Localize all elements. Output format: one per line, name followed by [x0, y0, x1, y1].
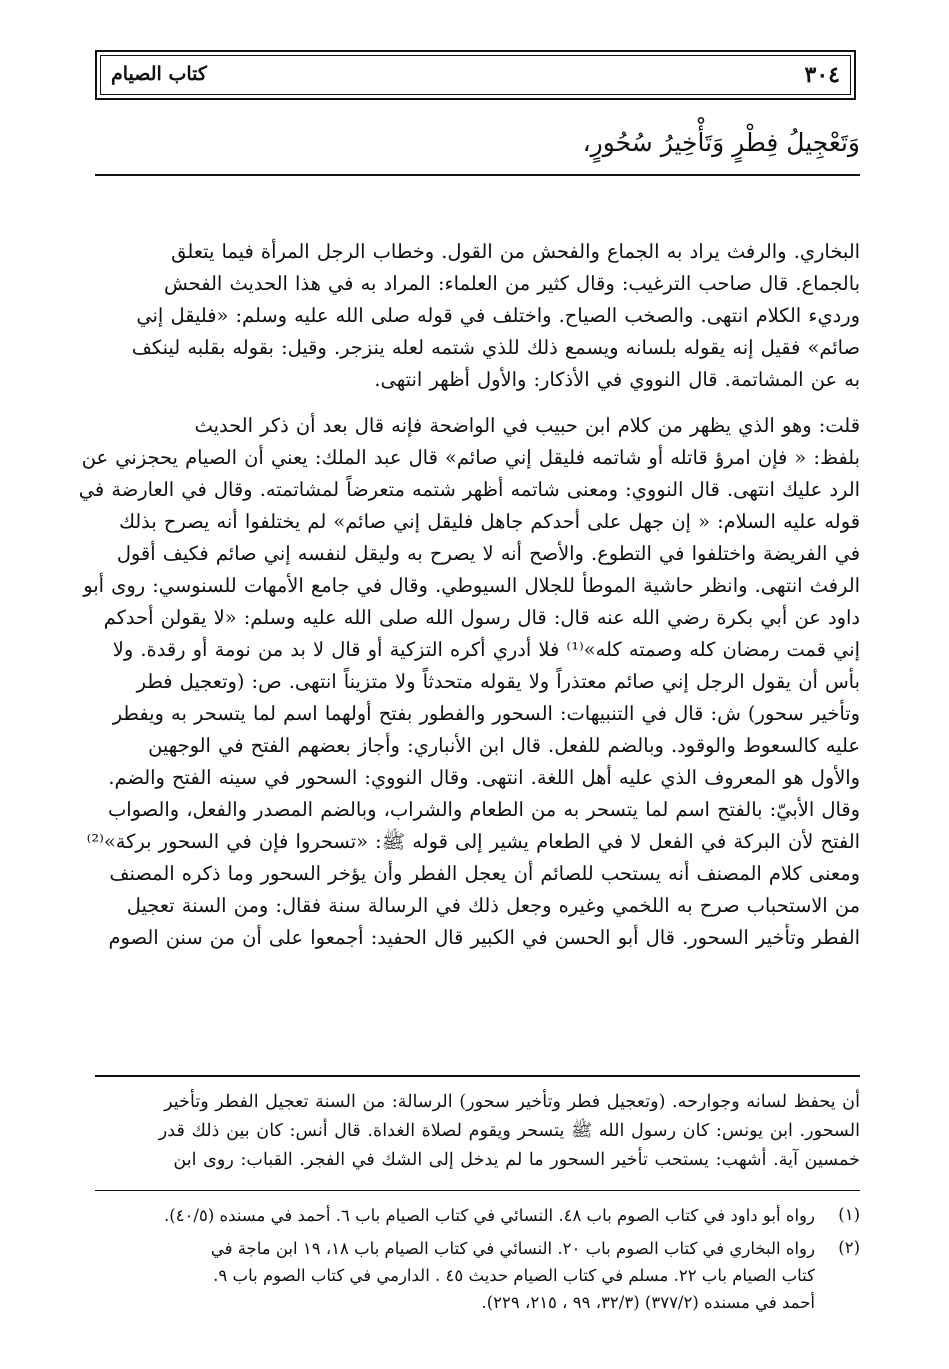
note-line: السحور. ابن يونس: كان رسول الله ﷺ يتسحر ويقوم لصلاة الغداة. قال أنس: كان بين ذلك قدر: [158, 1121, 860, 1141]
footnote-line: أحمد في مسنده (٣٧٧/٢) (٣٢/٣، ٩٩ ، ٢١٥، ٢٢٩).: [481, 1293, 815, 1312]
commentary-line: الرد عليك انتهى. قال النووي: ومعنى شاتمه أظهر شتمه متعرضاً لمشاتمته. وقال في العارضة في: [78, 478, 860, 501]
book-title: كتاب الصيام: [111, 63, 207, 85]
commentary-line: وتأخير سحور) ش: قال في التنبيهات: السحور والفطور بفتح أولهما اسم لما يتسحر به ويفطر: [112, 702, 860, 725]
footnotes: [95, 1202, 860, 1322]
footnote-line: كتاب الصيام باب ٢٢. مسلم في كتاب الصيام حديث ٤٥ . الدارمي في كتاب الصوم باب ٩.: [213, 1266, 815, 1285]
commentary-line: به عن المشاتمة. قال النووي في الأذكار: والأول أظهر انتهى.: [374, 368, 860, 391]
matn-text: وَتَعْجِيلُ فِطْرٍ وَتَأْخِيرُ سُحُورٍ،: [582, 128, 860, 157]
paragraph-gap: [95, 396, 860, 410]
commentary-line: عليه كالسعوط والوقود. وبالضم للفعل. قال ابن الأنباري: وأجاز بعضهم الفتح في الوجهين: [148, 734, 860, 757]
footnote-body: [95, 1202, 815, 1229]
footnote-body: [95, 1235, 815, 1316]
matn-divider: [95, 174, 860, 176]
commentary-line: الفتح لأن البركة في الفعل لا في الطعام يشير إلى قوله ﷺ: «تسحروا فإن في السحور بركة»⁽²⁾: [86, 830, 860, 853]
footnote-line: رواه أبو داود في كتاب الصوم باب ٤٨. النسائي في كتاب الصيام باب ٦. أحمد في مسنده (٤٠/٥).: [163, 1206, 815, 1225]
commentary-line: بأس أن يقول الرجل إني صائم معتذراً ولا يقوله متحدثاً ولا متزيناً انتهى. ص: (وتعجيل فطر: [136, 670, 860, 693]
commentary-line: في الفريضة واختلفوا في التطوع. والأصح أنه لا يصرح به وليقل لنفسه إني صائم فكيف أقول: [116, 542, 860, 565]
commentary-line: صائم» فقيل إنه يقوله بلسانه ويسمع ذلك للذي شتمه لعله ينزجر. وقيل: بقوله بقلبه لينكف: [131, 336, 860, 359]
marginal-notes: [95, 1088, 860, 1175]
note-line: خمسين آية. أشهب: يستحب تأخير السحور ما لم يدخل إلى الشك في الفجر. القباب: روى ابن: [173, 1150, 860, 1170]
footnotes-divider: [95, 1190, 860, 1191]
commentary-line: البخاري. والرفث يراد به الجماع والفحش من القول. وخطاب الرجل المرأة فيما يتعلق: [171, 240, 860, 263]
footnote-number: (٢): [838, 1238, 860, 1257]
commentary-line: إني قمت رمضان كله وصمته كله»⁽¹⁾ فلا أدري أكره التزكية أو قال لا بد من نومة أو رقدة. ولا: [112, 638, 860, 661]
commentary-line: ورديء الكلام انتهى. والصخب الصياح. واختلف في قوله صلى الله عليه وسلم: «فليقل إني: [136, 304, 860, 327]
commentary-line: الرفث انتهى. وانظر حاشية الموطأ للجلال السيوطي. وقال في جامع الأمهات للسنوسي: روى أبو: [83, 574, 860, 597]
footnote: [95, 1202, 860, 1229]
note-line: أن يحفظ لسانه وجوارحه. (وتعجيل فطر وتأخير سحور) الرسالة: من السنة تعجيل الفطر وتأخير: [164, 1092, 860, 1112]
footnote-number: (١): [838, 1205, 860, 1224]
commentary-line: قوله عليه السلام: « إن جهل على أحدكم جاهل فليقل إني صائم» لم يختلفوا أنه يصرح بذلك: [118, 510, 860, 533]
running-header: [95, 50, 856, 100]
commentary-line: بلفظ: « فإن امرؤ قاتله أو شاتمه فليقل إني صائم» قال عبد الملك: يعني أن الصيام يحجزني عن: [81, 446, 860, 469]
notes-divider: [95, 1075, 860, 1077]
footnote-line: رواه البخاري في كتاب الصوم باب ٢٠. النسائي في كتاب الصيام باب ١٨، ١٩ ابن ماجة في: [210, 1239, 815, 1258]
commentary-line: وقال الأبيّ: بالفتح اسم لما يتسحر به من الطعام والشراب، وبالضم المصدر والفعل، والصواب: [107, 798, 860, 821]
commentary-line: من الاستحباب صرح به اللخمي وغيره وجعل ذلك في الرسالة سنة فقال: ومن السنة تعجيل: [126, 894, 860, 917]
commentary-line: والأول هو المعروف الذي عليه أهل اللغة. انتهى. وقال النووي: السحور في سينه الفتح والضم.: [108, 766, 860, 789]
commentary-line: بالجماع. قال صاحب الترغيب: وقال كثير من العلماء: المراد به في هذا الحديث الفحش: [163, 272, 860, 295]
page-number: ٣٠٤: [804, 62, 840, 88]
commentary-line: ومعنى كلام المصنف أنه يستحب للصائم أن يعجل الفطر وأن يؤخر السحور وما ذكره المصنف: [109, 862, 860, 885]
footnote: [95, 1235, 860, 1316]
commentary-line: داود عن أبي بكرة رضي الله عنه قال: قال رسول الله صلى الله عليه وسلم: «لا يقولن أحدكم: [103, 606, 860, 629]
commentary-line: الفطر وتأخير السحور. قال أبو الحسن في الكبير قال الحفيد: أجمعوا على أن من سنن الصوم: [108, 926, 860, 949]
commentary-line: قلت: وهو الذي يظهر من كلام ابن حبيب في الواضحة فإنه قال بعد أن ذكر الحديث: [194, 414, 860, 437]
commentary: [78, 236, 860, 954]
page: [78, 50, 860, 1350]
